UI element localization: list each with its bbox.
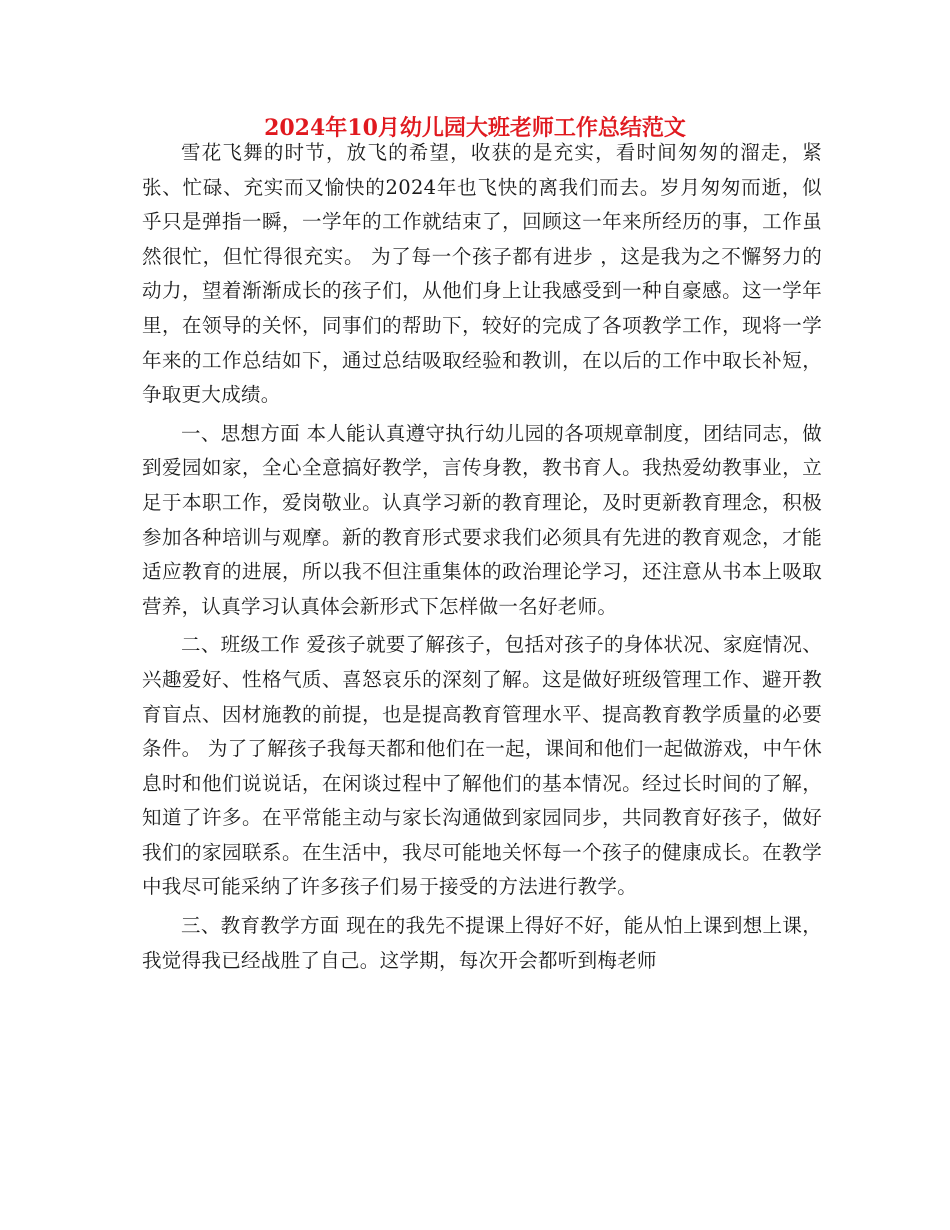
document-title: 2024年10月幼儿园大班老师工作总结范文	[264, 115, 686, 141]
paragraph-teaching: 三、教育教学方面 现在的我先不提课上得好不好，能从怕上课到想上课，我觉得我已经战胜了自己。这学期，每次开会都听到梅老师	[142, 914, 822, 972]
document-body	[142, 136, 822, 982]
paragraph-intro: 雪花飞舞的时节，放飞的希望，收获的是充实，看时间匆匆的溜走，紧张、忙碌、充实而又愉快的2024年也飞快的离我们而去。岁月匆匆而逝，似乎只是弹指一瞬，一学年的工作就结束了，回顾这一年来所经历的事，工作虽然很忙，但忙得很充实。 为了每一个孩子都有进步 ，这是我为之不懈努力的动力，望着渐渐成长的孩子们，从他们身上让我感受到一种自豪感。这一学年里，在领导的关怀，同事们的帮助下，较好的完成了各项教学工作，现将一学年来的工作总结如下，通过总结吸取经验和教训，在以后的工作中取长补短，争取更大成绩。	[142, 141, 822, 407]
paragraph-class-work: 二、班级工作 爱孩子就要了解孩子，包括对孩子的身体状况、家庭情况、兴趣爱好、性格气质、喜怒哀乐的深刻了解。这是做好班级管理工作、避开教育盲点、因材施教的前提，也是提高教育管理水平、提高教育教学质量的必要条件。 为了了解孩子我每天都和他们在一起，课间和他们一起做游戏，中午休息时和他们说说话，在闲谈过程中了解他们的基本情况。经过长时间的了解，知道了许多。在平常能主动与家长沟通做到家园同步，共同教育好孩子，做好我们的家园联系。在生活中，我尽可能地关怀每一个孩子的健康成长。在教学中我尽可能采纳了许多孩子们易于接受的方法进行教学。	[142, 633, 822, 899]
paragraph-ideology: 一、思想方面 本人能认真遵守执行幼儿园的各项规章制度，团结同志，做到爱园如家，全心全意搞好教学，言传身教，教书育人。我热爱幼教事业，立足于本职工作，爱岗敬业。认真学习新的教育理论，及时更新教育理念，积极参加各种培训与观摩。新的教育形式要求我们必须具有先进的教育观念，才能适应教育的进展，所以我不但注重集体的政治理论学习，还注意从书本上吸取营养，认真学习认真体会新形式下怎样做一名好老师。	[142, 421, 822, 618]
